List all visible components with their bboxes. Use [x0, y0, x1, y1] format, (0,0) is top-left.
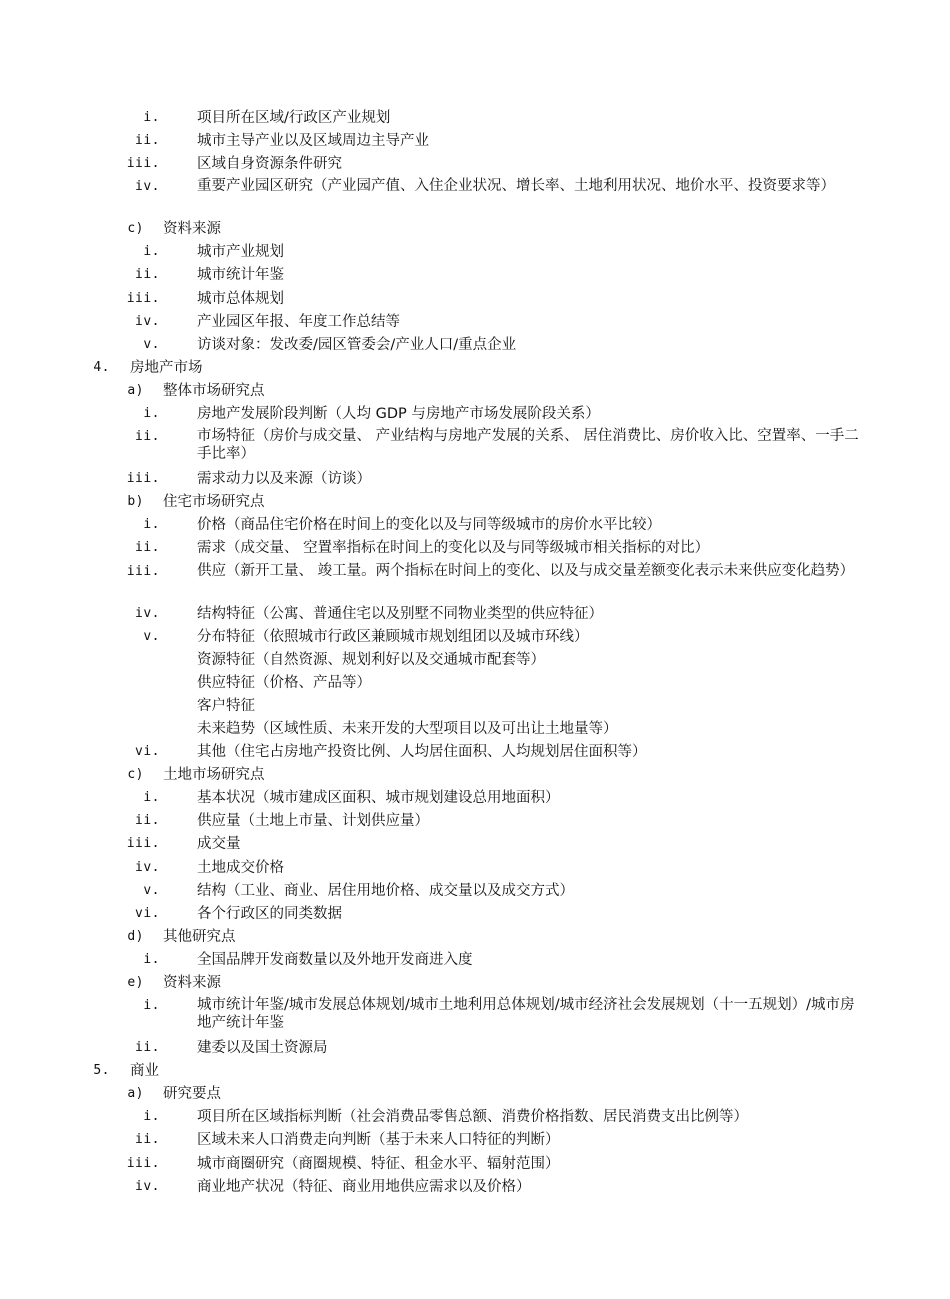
- list-item-text: 全国品牌开发商数量以及外地开发商进入度: [197, 951, 473, 968]
- list-item-text: 土地市场研究点: [163, 767, 265, 784]
- list-marker: ii.: [135, 267, 160, 283]
- outline-item-level-3: [0, 154, 950, 177]
- list-marker: vi.: [135, 744, 160, 760]
- list-marker: d): [127, 928, 144, 944]
- list-item-text: 基本状况（城市建成区面积、城市规划建设总用地面积）: [197, 790, 560, 807]
- list-item-text: 整体市场研究点: [163, 382, 265, 399]
- outline-item-level-3: [0, 1107, 950, 1130]
- outline-item-level-3: [0, 650, 950, 673]
- list-item-text: 供应（新开工量、 竣工量。两个指标在时间上的变化、以及与成交量差额变化表示未来供应变化趋势）: [197, 562, 855, 579]
- list-marker: 4.: [93, 359, 110, 375]
- list-item-text: 结构特征（公寓、普通住宅以及别墅不同物业类型的供应特征）: [197, 605, 603, 622]
- list-item-text: 城市统计年鉴: [197, 267, 284, 284]
- list-item-text: 城市统计年鉴/城市发展总体规划/城市土地利用总体规划/城市经济社会发展规划（十一五规划）/城市房地产统计年鉴: [197, 997, 855, 1032]
- list-marker: iv.: [135, 605, 160, 621]
- list-item-text: 访谈对象：发改委/园区管委会/产业人口/重点企业: [197, 336, 517, 353]
- list-marker: c): [127, 767, 144, 783]
- outline-item-level-3: [0, 996, 950, 1038]
- outline-item-level-3: [0, 404, 950, 427]
- list-item-text: 未来趋势（区域性质、未来开发的大型项目以及可出让土地量等）: [197, 720, 618, 737]
- list-marker: ii.: [135, 1040, 160, 1056]
- list-marker: 5.: [93, 1063, 110, 1079]
- outline-item-level-3: [0, 289, 950, 312]
- list-item-text: 区域自身资源条件研究: [197, 156, 342, 173]
- list-item-text: 结构（工业、商业、居住用地价格、成交量以及成交方式）: [197, 882, 574, 899]
- list-marker: b): [127, 494, 144, 510]
- list-item-text: 土地成交价格: [197, 859, 284, 876]
- list-marker: iv.: [135, 1178, 160, 1194]
- outline-item-level-3: [0, 131, 950, 154]
- list-marker: i.: [143, 110, 160, 125]
- list-item-text: 需求（成交量、 空置率指标在时间上的变化以及与同等级城市相关指标的对比）: [197, 540, 710, 557]
- outline-item-level-3: [0, 742, 950, 765]
- list-item-text: 客户特征: [197, 697, 255, 714]
- list-item-text: 价格（商品住宅价格在时间上的变化以及与同等级城市的房价水平比较）: [197, 517, 661, 534]
- outline-item-level-3: [0, 696, 950, 719]
- list-item-text: 资源特征（自然资源、规划利好以及交通城市配套等）: [197, 651, 545, 668]
- outline-item-level-2: [0, 219, 950, 242]
- outline-item-level-3: [0, 834, 950, 857]
- list-item-text: 其他（住宅占房地产投资比例、人均居住面积、人均规划居住面积等）: [197, 744, 647, 761]
- list-marker: v.: [143, 336, 160, 352]
- outline-item-level-1: [0, 358, 950, 381]
- outline-item-level-3: [0, 1154, 950, 1177]
- list-marker: i.: [143, 790, 160, 806]
- list-item-text: 城市主导产业以及区域周边主导产业: [197, 133, 429, 150]
- list-item-text: 房地产发展阶段判断（人均 GDP 与房地产市场发展阶段关系）: [197, 406, 600, 423]
- list-marker: ii.: [135, 540, 160, 556]
- list-item-text: 项目所在区域/行政区产业规划: [197, 110, 391, 126]
- list-marker: iii.: [126, 156, 160, 172]
- outline-item-level-1: [0, 1061, 950, 1084]
- outline-item-level-3: [0, 811, 950, 834]
- list-marker: ii.: [135, 133, 160, 149]
- outline-item-level-3: [0, 719, 950, 742]
- list-item-text: 重要产业园区研究（产业园产值、入住企业状况、增长率、土地利用状况、地价水平、投资要求等）: [197, 178, 835, 195]
- list-marker: iii.: [126, 471, 160, 487]
- list-item-text: 区域未来人口消费走向判断（基于未来人口特征的判断）: [197, 1132, 560, 1149]
- list-item-text: 成交量: [197, 836, 241, 853]
- list-item-text: 住宅市场研究点: [163, 494, 265, 511]
- outline-item-level-3: [0, 427, 950, 469]
- list-item-text: 城市产业规划: [197, 244, 284, 261]
- list-item-text: 城市商圈研究（商圈规模、特征、租金水平、辐射范围）: [197, 1155, 560, 1172]
- outline-item-level-3: [0, 312, 950, 335]
- outline-item-level-2: [0, 1084, 950, 1107]
- outline-item-level-3: [0, 1177, 950, 1200]
- list-item-text: 市场特征（房价与成交量、 产业结构与房地产发展的关系、 居住消费比、房价收入比、空置率、一手二手比率）: [197, 428, 859, 463]
- outline-item-level-2: [0, 765, 950, 788]
- list-marker: iii.: [126, 1155, 160, 1171]
- outline-item-level-3: [0, 177, 950, 219]
- outline-item-level-2: [0, 381, 950, 404]
- outline-item-level-3: [0, 604, 950, 627]
- outline-item-level-3: [0, 858, 950, 881]
- list-item-text: 建委以及国土资源局: [197, 1040, 328, 1057]
- list-marker: i.: [143, 517, 160, 533]
- outline-item-level-3: [0, 673, 950, 696]
- outline-item-level-3: [0, 242, 950, 265]
- outline-item-level-3: [0, 788, 950, 811]
- list-item-text: 房地产市场: [130, 359, 203, 376]
- outline-item-level-3: [0, 1130, 950, 1153]
- list-item-text: 商业地产状况（特征、商业用地供应需求以及价格）: [197, 1178, 531, 1195]
- list-marker: i.: [143, 1109, 160, 1125]
- list-item-text: 需求动力以及来源（访谈）: [197, 471, 371, 488]
- outline-item-level-2: [0, 492, 950, 515]
- list-item-text: 项目所在区域指标判断（社会消费品零售总额、消费价格指数、居民消费支出比例等）: [197, 1109, 748, 1126]
- outline-item-level-2: [0, 927, 950, 950]
- list-marker: iv.: [135, 859, 160, 875]
- list-marker: ii.: [135, 1132, 160, 1148]
- list-marker: iii.: [126, 836, 160, 852]
- outline-item-level-3: [0, 904, 950, 927]
- list-item-text: 其他研究点: [163, 928, 236, 945]
- outline-item-level-3: [0, 538, 950, 561]
- list-marker: ii.: [135, 429, 160, 445]
- list-marker: vi.: [135, 905, 160, 921]
- list-item-text: 资料来源: [163, 221, 221, 238]
- outline-item-level-3: [0, 627, 950, 650]
- list-marker: i.: [143, 951, 160, 967]
- outline-item-level-3: [0, 469, 950, 492]
- document-outline: [0, 108, 950, 1200]
- list-marker: ii.: [135, 813, 160, 829]
- list-item-text: 分布特征（依照城市行政区兼顾城市规划组团以及城市环线）: [197, 628, 589, 645]
- outline-item-level-2: [0, 973, 950, 996]
- outline-item-level-3: [0, 515, 950, 538]
- outline-item-level-3: [0, 265, 950, 288]
- list-item-text: 产业园区年报、年度工作总结等: [197, 313, 400, 330]
- list-item-text: 商业: [130, 1063, 159, 1080]
- outline-item-level-3: [0, 950, 950, 973]
- outline-item-level-3: [0, 881, 950, 904]
- outline-item-level-3: [0, 562, 950, 604]
- list-marker: i.: [143, 406, 160, 422]
- list-marker: a): [127, 1086, 144, 1102]
- list-marker: iii.: [126, 563, 160, 579]
- list-marker: i.: [143, 998, 160, 1014]
- list-item-text: 研究要点: [163, 1086, 221, 1103]
- list-item-text: 资料来源: [163, 975, 221, 991]
- list-marker: iv.: [135, 313, 160, 329]
- list-marker: a): [127, 382, 144, 398]
- list-marker: c): [127, 221, 144, 237]
- outline-item-level-3: [0, 1038, 950, 1061]
- list-marker: iii.: [126, 290, 160, 306]
- list-item-text: 城市总体规划: [197, 290, 284, 307]
- outline-item-level-3: [0, 335, 950, 358]
- list-marker: iv.: [135, 179, 160, 195]
- list-marker: i.: [143, 244, 160, 260]
- list-marker: v.: [143, 628, 160, 644]
- outline-item-level-3: [0, 108, 950, 131]
- list-marker: e): [127, 975, 144, 990]
- list-marker: v.: [143, 882, 160, 898]
- list-item-text: 各个行政区的同类数据: [197, 905, 342, 922]
- list-item-text: 供应特征（价格、产品等）: [197, 674, 371, 691]
- list-item-text: 供应量（土地上市量、计划供应量）: [197, 813, 429, 830]
